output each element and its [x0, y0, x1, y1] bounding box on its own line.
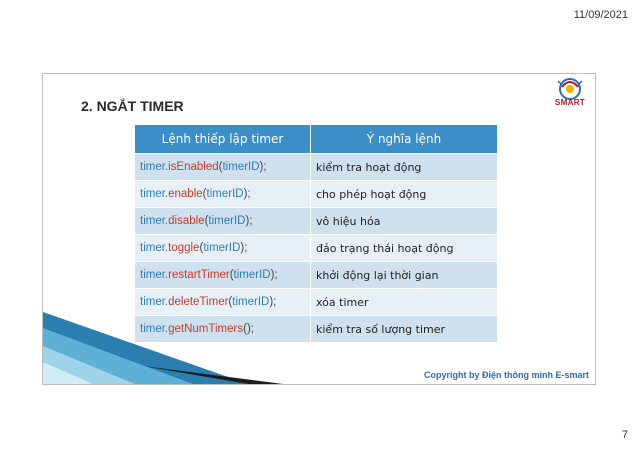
- page-number: 7: [621, 429, 628, 441]
- command-cell: timer.enable(timerID);: [135, 180, 311, 207]
- table-row: [135, 180, 497, 207]
- meaning-cell: khởi động lại thời gian: [311, 261, 497, 288]
- esmart-logo-icon: [551, 77, 589, 113]
- command-cell: timer.getNumTimers();: [135, 315, 311, 342]
- table-row: [135, 234, 497, 261]
- copyright-notice: Copyright by Điện thông minh E-smart: [423, 370, 589, 380]
- table-row: [135, 288, 497, 315]
- meaning-cell: đảo trạng thái hoạt động: [311, 234, 497, 261]
- command-cell: timer.isEnabled(timerID);: [135, 153, 311, 180]
- column-header-meaning: Ý nghĩa lệnh: [311, 125, 497, 153]
- table-header-row: [135, 125, 497, 153]
- slide-title: 2. NGẮT TIMER: [81, 98, 184, 114]
- table-row: [135, 261, 497, 288]
- command-cell: timer.restartTimer(timerID);: [135, 261, 311, 288]
- command-cell: timer.deleteTimer(timerID);: [135, 288, 311, 315]
- slide-date: 11/09/2021: [573, 9, 628, 21]
- table-row: [135, 315, 497, 342]
- command-cell: timer.toggle(timerID);: [135, 234, 311, 261]
- meaning-cell: cho phép hoạt động: [311, 180, 497, 207]
- meaning-cell: kiểm tra hoạt động: [311, 153, 497, 180]
- table-row: [135, 153, 497, 180]
- table-row: [135, 207, 497, 234]
- logo-wordmark: SMART: [555, 98, 585, 107]
- slide-frame: [42, 73, 596, 385]
- meaning-cell: vô hiệu hóa: [311, 207, 497, 234]
- column-header-command: Lệnh thiếp lập timer: [135, 125, 311, 153]
- timer-command-table: [135, 125, 497, 342]
- meaning-cell: xóa timer: [311, 288, 497, 315]
- meaning-cell: kiểm tra số lượng timer: [311, 315, 497, 342]
- command-cell: timer.disable(timerID);: [135, 207, 311, 234]
